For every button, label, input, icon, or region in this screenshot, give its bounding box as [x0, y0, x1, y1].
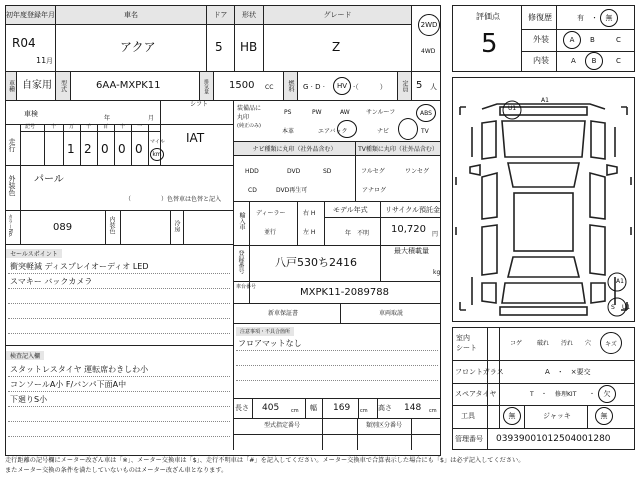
registration-label: 登録番号 [237, 250, 244, 274]
equipment-item-leather: 本革 [282, 128, 295, 135]
mile-label: マイル [150, 139, 165, 145]
score-value: 5 [481, 29, 498, 59]
tv-analog: アナログ [362, 187, 387, 194]
max-load-label: 最大積載量 [394, 247, 429, 255]
mileage-unit-1: 十 [51, 124, 57, 130]
length-label: 長さ [235, 404, 249, 412]
seat-burn: コゲ [510, 340, 523, 347]
equipment-title: 装備品に [237, 105, 262, 112]
mileage-unit-4: 百 [103, 124, 109, 130]
equipment-item-sunroof: サンルーフ [366, 109, 396, 116]
fuel-hv-circled: HV [333, 77, 351, 95]
height-value: 148 [404, 403, 422, 413]
spare-kit: 修理KIT [555, 391, 577, 398]
glass-value: A ・ ×要交 [545, 368, 591, 376]
exterior-a-circled: A [563, 31, 581, 49]
width-value: 169 [333, 403, 351, 413]
tools-none-circled: 無 [503, 407, 521, 425]
seat-scratch-circled: キズ [600, 332, 622, 354]
glass-label: フロントガラス [455, 368, 504, 376]
shape-value: HB [240, 40, 258, 54]
notes-header: 注意事項・不具合箇所 [236, 327, 294, 336]
equipment-item-navi: ナビ [377, 128, 390, 135]
model-year-label: モデル年式 [333, 206, 368, 214]
seat-label-2: シート [456, 344, 477, 352]
recycle-value: 10,720 [391, 224, 426, 235]
mileage-digit-3: 0 [101, 142, 109, 156]
footer-line-2: またメーター交換の条件を満たしていないものはメーター改ざん車となります。 [5, 467, 228, 474]
inspection-label: 車検 [24, 110, 38, 118]
notes-value: フロアマットなし [238, 339, 302, 348]
first-reg-month: 11 [36, 56, 47, 65]
equipment-item-aw: AW [340, 109, 350, 116]
spare-label: スペアタイヤ [455, 390, 497, 398]
sales-point-line-1: 衝突軽減 ディスプレイオーディオ LED [10, 262, 149, 271]
jack-none-circled: 無 [595, 407, 613, 425]
registration-value: 八戸530ち2416 [275, 256, 357, 269]
name-header: 車名 [56, 6, 206, 24]
chassis-label: 車台番号 [236, 284, 257, 290]
seat-label-1: 室内 [456, 334, 470, 342]
repair-sep: ・ [591, 14, 598, 22]
diagram-mark-u1: U1 [508, 105, 517, 112]
navi-sd: SD [323, 168, 332, 175]
grade-header: グレード [264, 6, 411, 24]
mileage-digit-1: 1 [67, 142, 75, 156]
spare-missing-circled: 欠 [598, 385, 616, 403]
mileage-unit-3: 千 [86, 124, 92, 130]
fuel-options: G · D · [303, 83, 325, 91]
max-load-unit: kg [433, 269, 441, 276]
type-label: 型式指定番号 [264, 422, 301, 429]
sales-point-line-2: スマキー バックカメラ [10, 277, 93, 286]
inspector-line-3: 下廻りS小 [10, 395, 48, 404]
tv-oneseg: ワンセグ [405, 168, 430, 175]
fuel-header: 燃料 [284, 72, 297, 100]
recycle-label: リサイクル預託金 [385, 206, 441, 214]
manual-label: 車両取説 [379, 310, 404, 317]
equipment-title-2: 丸印 [237, 114, 250, 121]
mileage-unit-2: 万 [69, 124, 75, 130]
management-value: 0393900101250400128​0 [496, 434, 611, 444]
aircon-label: 冷房 [173, 220, 180, 232]
capacity-header: 定員 [398, 72, 411, 100]
diagram-mark-a1: A1 [541, 97, 549, 104]
class-label: 類別区分番号 [366, 422, 403, 429]
warranty-label: 新車保証書 [268, 310, 299, 317]
doors-value: 5 [215, 40, 223, 54]
displacement-header: 排気量 [200, 72, 213, 100]
length-unit: cm [291, 408, 299, 414]
footer-line-1: 走行距離の記号欄にメーター改ざん車は「※」、メーター交換車は「$」、走行不明車は「#」を記入してください。メーター交換車で合算表示した場合にも「$」は必ず記入してください。 [5, 457, 525, 464]
mileage-unit-5: 十 [120, 124, 126, 130]
tv-fullseg: フルセグ [361, 168, 385, 175]
spare-sep: ・ [541, 391, 548, 398]
import-right-handle: 右 H [303, 210, 316, 217]
seat-stain: 汚れ [561, 340, 574, 347]
diagram-mark-a1-rear: A1 [616, 278, 624, 285]
seat-hole: 穴 [585, 340, 592, 347]
import-label: 輸入車 [238, 212, 245, 230]
navi-cd: CD [248, 187, 257, 194]
name-value: アクア [120, 40, 156, 54]
navi-dvd: DVD [287, 168, 301, 175]
equipment-item-abs-circled: ABS [416, 104, 436, 122]
exterior-c: C [616, 36, 621, 44]
exterior-b: B [590, 36, 595, 44]
drive-2wd-circled: 2WD [418, 14, 440, 36]
seat-tear: 破れ [537, 340, 550, 347]
usage-header: 車種 [6, 72, 16, 100]
model-value: 6AA-MXPK11 [96, 80, 161, 91]
color-label: 外装色 [8, 175, 16, 196]
car-damage-diagram [452, 77, 635, 322]
interior-color-label: 内装色 [108, 216, 115, 234]
doors-header: ドア [207, 6, 234, 24]
mileage-digit-2: 2 [84, 142, 92, 156]
sales-points-header: セールスポイント [6, 249, 62, 258]
first-reg-month-unit: 月 [46, 57, 53, 65]
score-label: 評価点 [476, 12, 500, 21]
tv-title: TV種類に丸印（社外品含む） [356, 142, 440, 155]
exterior-label: 外装 [533, 35, 549, 44]
repair-option-no-circled: 無 [600, 9, 618, 27]
jack-label: ジャッキ [543, 412, 571, 420]
diagram-mark-s: S [611, 304, 615, 311]
capacity-unit: 人 [430, 83, 437, 91]
import-parallel: 並行 [264, 229, 277, 236]
width-label: 幅 [310, 404, 317, 412]
navi-hdd: HDD [245, 168, 259, 175]
inspection-year-unit: 年 [104, 115, 111, 122]
mileage-digit-5: 0 [135, 142, 143, 156]
first-reg-value: R04 [12, 36, 36, 50]
diagram-mark-u1-rear: U1 [622, 304, 631, 311]
usage-value: 自家用 [22, 80, 52, 91]
repair-label: 修復歴 [528, 13, 552, 22]
mileage-digit-4: 0 [118, 142, 126, 156]
color-note: （ ）色替車は色替と記入 [125, 196, 222, 203]
shift-label: シフト [190, 101, 209, 108]
height-label: 高さ [378, 404, 392, 412]
equipment-item-tv: TV [421, 128, 429, 135]
recycle-unit: 円 [432, 231, 439, 238]
repair-option-yes: 有 [577, 14, 584, 22]
width-unit: cm [360, 408, 368, 414]
equipment-item-pw: PW [312, 109, 322, 116]
inspector-header: 検査記入欄 [6, 351, 44, 360]
color-no-label: カラーNo. [7, 214, 13, 238]
navi-dvd-play: DVD再生可 [276, 187, 308, 194]
equipment-item-airbag: エアバック [318, 128, 348, 135]
displacement-unit: CC [265, 84, 274, 91]
navi-circle [398, 118, 418, 140]
model-year-value: 年 不明 [345, 230, 370, 237]
first-reg-header: 初年度登録年月 [6, 6, 55, 24]
height-unit: cm [429, 408, 437, 414]
equipment-title-3: (純正のみ) [237, 123, 261, 129]
drive-4wd: 4WD [421, 48, 436, 55]
management-label: 管理番号 [455, 435, 483, 443]
mileage-unit-0: 記号 [25, 124, 36, 130]
shift-value: IAT [186, 131, 205, 145]
interior-a: A [571, 57, 576, 65]
inspector-line-2: コンソールA小 F/バンパ下面A中 [10, 380, 127, 389]
chassis-value: MXPK11-2089788 [300, 287, 389, 298]
model-header: 型式 [56, 72, 70, 100]
fuel-other: ·（ ） [353, 83, 387, 91]
capacity-value: 5 [416, 80, 423, 91]
equipment-item-ps: PS [284, 109, 292, 116]
mileage-unit-6: 一 [137, 124, 143, 130]
interior-label: 内装 [533, 56, 549, 65]
interior-c: C [616, 57, 621, 65]
tools-label: 工具 [461, 412, 475, 420]
inspection-month-unit: 月 [148, 115, 155, 122]
interior-b-circled: B [585, 52, 603, 70]
length-value: 405 [262, 403, 280, 413]
airbag-circle [337, 120, 357, 138]
shape-header: 形状 [235, 6, 263, 24]
mileage-label: 走行 [8, 138, 16, 152]
car-outline [456, 104, 631, 315]
grade-value: Z [332, 40, 341, 54]
displacement-value: 1500 [229, 80, 255, 91]
spare-sep-2: ・ [589, 391, 596, 398]
inspector-line-1: スタットレスタイヤ 運転席わきしわ小 [10, 365, 149, 374]
color-value: パール [34, 174, 64, 185]
spare-t: T [530, 391, 534, 398]
km-circled: km [150, 148, 164, 161]
import-dealer: ディーラー [256, 210, 286, 217]
color-no-value: 089 [53, 222, 73, 233]
navi-title: ナビ種類に丸印（社外品含む） [234, 142, 355, 155]
import-left-handle: 左 H [303, 229, 316, 236]
